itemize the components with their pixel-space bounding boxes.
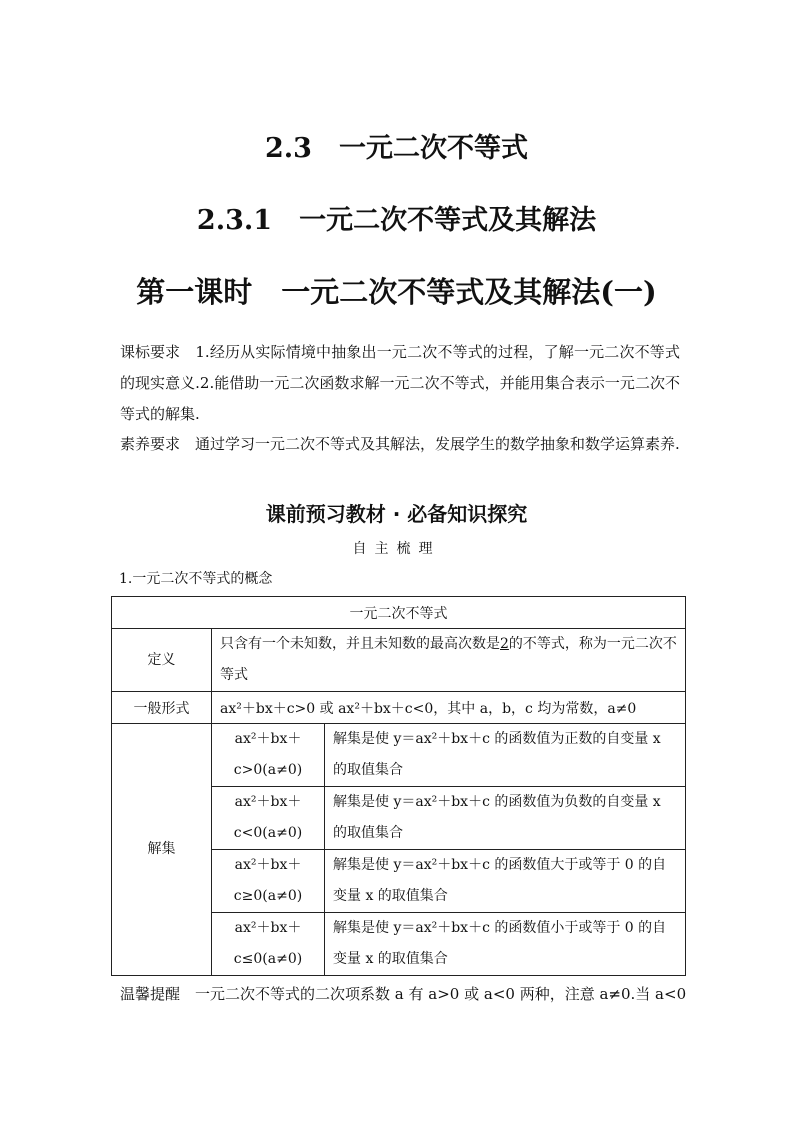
concept-table: [111, 596, 686, 976]
tip-label: 温馨提醒: [120, 985, 181, 1003]
lesson-heading: 第一课时 一元二次不等式及其解法(一): [136, 275, 657, 309]
definition-label: 定义: [112, 629, 212, 692]
subsection-heading: 2.3.1 一元二次不等式及其解法: [196, 205, 597, 236]
definition-cell: [212, 629, 686, 692]
definition-text-1: 只含有一个未知数，并且未知数的最高次数是: [220, 636, 500, 652]
solution-condition: ax²＋bx＋c>0(a≠0): [212, 724, 325, 787]
solution-condition: ax²＋bx＋c≥0(a≠0): [212, 850, 325, 913]
general-label: 一般形式: [112, 692, 212, 724]
curriculum-text: 1.经历从实际情境中抽象出一元二次不等式的过程，了解一元二次不等式的现实意义.2.能借助一元二次函数求解一元二次不等式，并能用集合表示一元二次不等式的解集.: [120, 343, 680, 423]
definition-text-2: 的不等式，称为一元二次不等式: [220, 636, 677, 683]
solution-condition: ax²＋bx＋c≤0(a≠0): [212, 913, 325, 976]
solution-description: 解集是使 y＝ax²＋bx＋c 的函数值大于或等于 0 的自变量 x 的取值集合: [325, 850, 686, 913]
solution-condition: ax²＋bx＋c<0(a≠0): [212, 787, 325, 850]
general-text: ax²＋bx＋c>0 或 ax²＋bx＋c<0，其中 a，b，c 均为常数，a≠0: [212, 692, 686, 724]
table-row: [112, 724, 686, 787]
curriculum-label: 课标要求: [120, 343, 181, 361]
item-title: 1.一元二次不等式的概念: [119, 571, 273, 587]
solution-label: 解集: [112, 724, 212, 976]
table-row: [112, 692, 686, 724]
solution-description: 解集是使 y＝ax²＋bx＋c 的函数值为负数的自变量 x 的取值集合: [325, 787, 686, 850]
table-row: [112, 629, 686, 692]
definition-highlight: 2: [500, 636, 509, 652]
table-header-row: [112, 597, 686, 629]
tip-text: 一元二次不等式的二次项系数 a 有 a>0 或 a<0 两种，注意 a≠0.当 a<0: [195, 985, 687, 1003]
literacy-label: 素养要求: [120, 435, 181, 453]
curriculum-requirement: [120, 337, 680, 430]
tip-line: [120, 980, 685, 1008]
section-title: 课前预习教材 · 必备知识探究: [265, 502, 528, 526]
literacy-requirement: [120, 429, 680, 460]
section-heading: 2.3 一元二次不等式: [265, 133, 528, 164]
solution-description: 解集是使 y＝ax²＋bx＋c 的函数值小于或等于 0 的自变量 x 的取值集合: [325, 913, 686, 976]
literacy-text: 通过学习一元二次不等式及其解法，发展学生的数学抽象和数学运算素养.: [195, 435, 680, 453]
table-header: 一元二次不等式: [112, 597, 686, 629]
section-subtitle: 自主梳理: [352, 541, 441, 557]
solution-description: 解集是使 y＝ax²＋bx＋c 的函数值为正数的自变量 x 的取值集合: [325, 724, 686, 787]
